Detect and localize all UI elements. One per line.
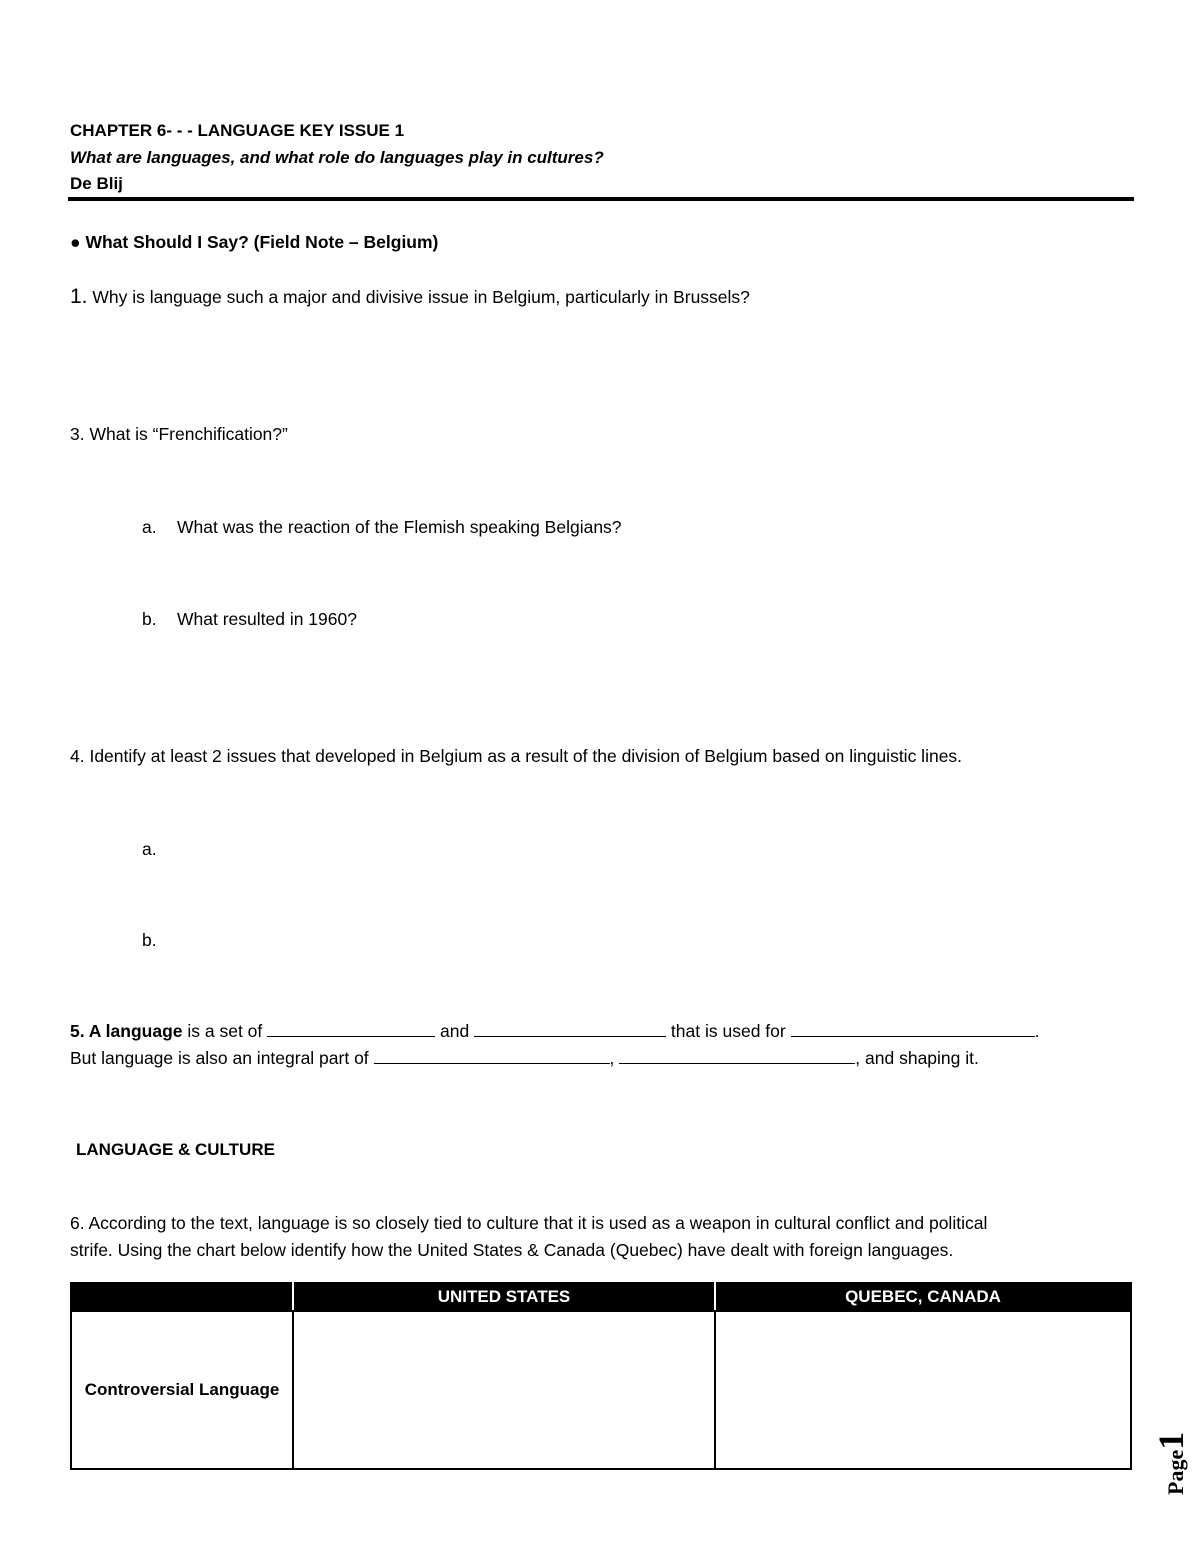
table-header-empty: [71, 1283, 293, 1311]
question-5-line-2: [70, 1048, 979, 1069]
question-1-number: 1.: [70, 285, 88, 308]
question-4: 4. Identify at least 2 issues that developed in Belgium as a result of the division of Belgium based on linguistic lines.: [70, 746, 963, 766]
table-header-row: [71, 1283, 1131, 1311]
question-3b-letter: b.: [142, 609, 157, 629]
question-5-prefix: 5. A: [70, 1021, 106, 1041]
document-subtitle: What are languages, and what role do languages play in cultures?: [70, 148, 604, 167]
question-6-line-1: 6. According to the text, language is so closely tied to culture that it is used as a weapon in cultural conflict and political: [70, 1213, 988, 1233]
comparison-table: [70, 1282, 1132, 1470]
table-header-united-states: UNITED STATES: [293, 1283, 715, 1311]
table-header-quebec: QUEBEC, CANADA: [715, 1283, 1131, 1311]
fill-in-blank[interactable]: [267, 1022, 435, 1037]
question-5-text: .: [1034, 1021, 1040, 1041]
fill-in-blank[interactable]: [619, 1049, 855, 1064]
question-3a-letter: a.: [142, 517, 157, 537]
section-heading-field-note: [70, 232, 438, 253]
question-1-text: Why is language such a major and divisive issue in Belgium, particularly in Brussels?: [92, 287, 750, 307]
bullet-icon: ●: [70, 232, 81, 252]
question-3b-text: What resulted in 1960?: [177, 609, 357, 629]
document-author: De Blij: [70, 174, 123, 193]
document-title: CHAPTER 6- - - LANGUAGE KEY ISSUE 1: [70, 121, 405, 140]
section-heading-text: What Should I Say? (Field Note – Belgium): [85, 232, 439, 252]
page-number-footer: [1150, 1415, 1190, 1495]
fill-in-blank[interactable]: [791, 1022, 1035, 1037]
question-5-text: that is used for: [666, 1021, 791, 1041]
answer-cell-quebec[interactable]: [715, 1311, 1131, 1469]
fill-in-blank[interactable]: [374, 1049, 610, 1064]
question-5-text: is a set of: [182, 1021, 268, 1041]
question-4b-letter: b.: [142, 930, 157, 950]
question-3a-text: What was the reaction of the Flemish speaking Belgians?: [177, 517, 622, 537]
question-5-term: language: [105, 1021, 183, 1041]
header-divider: [68, 197, 1134, 201]
page-label: Page: [1163, 1449, 1188, 1495]
answer-cell-united-states[interactable]: [293, 1311, 715, 1469]
question-1: [70, 285, 750, 309]
page-number: 1: [1151, 1431, 1191, 1450]
table-row-label: Controversial Language: [71, 1311, 293, 1469]
question-6-line-2: strife. Using the chart below identify how the United States & Canada (Quebec) have dealt with foreign languages.: [70, 1240, 954, 1260]
table-row: [71, 1311, 1131, 1469]
question-5-text: , and shaping it.: [855, 1048, 979, 1068]
question-4a-letter: a.: [142, 839, 157, 859]
section-heading-language-culture: LANGUAGE & CULTURE: [76, 1140, 275, 1159]
question-3: 3. What is “Frenchification?”: [70, 424, 288, 444]
fill-in-blank[interactable]: [474, 1022, 666, 1037]
question-5-text: ,: [609, 1048, 615, 1068]
question-5-line-1: [70, 1021, 1039, 1042]
question-5-text: and: [435, 1021, 475, 1041]
question-5-text: But language is also an integral part of: [70, 1048, 374, 1068]
